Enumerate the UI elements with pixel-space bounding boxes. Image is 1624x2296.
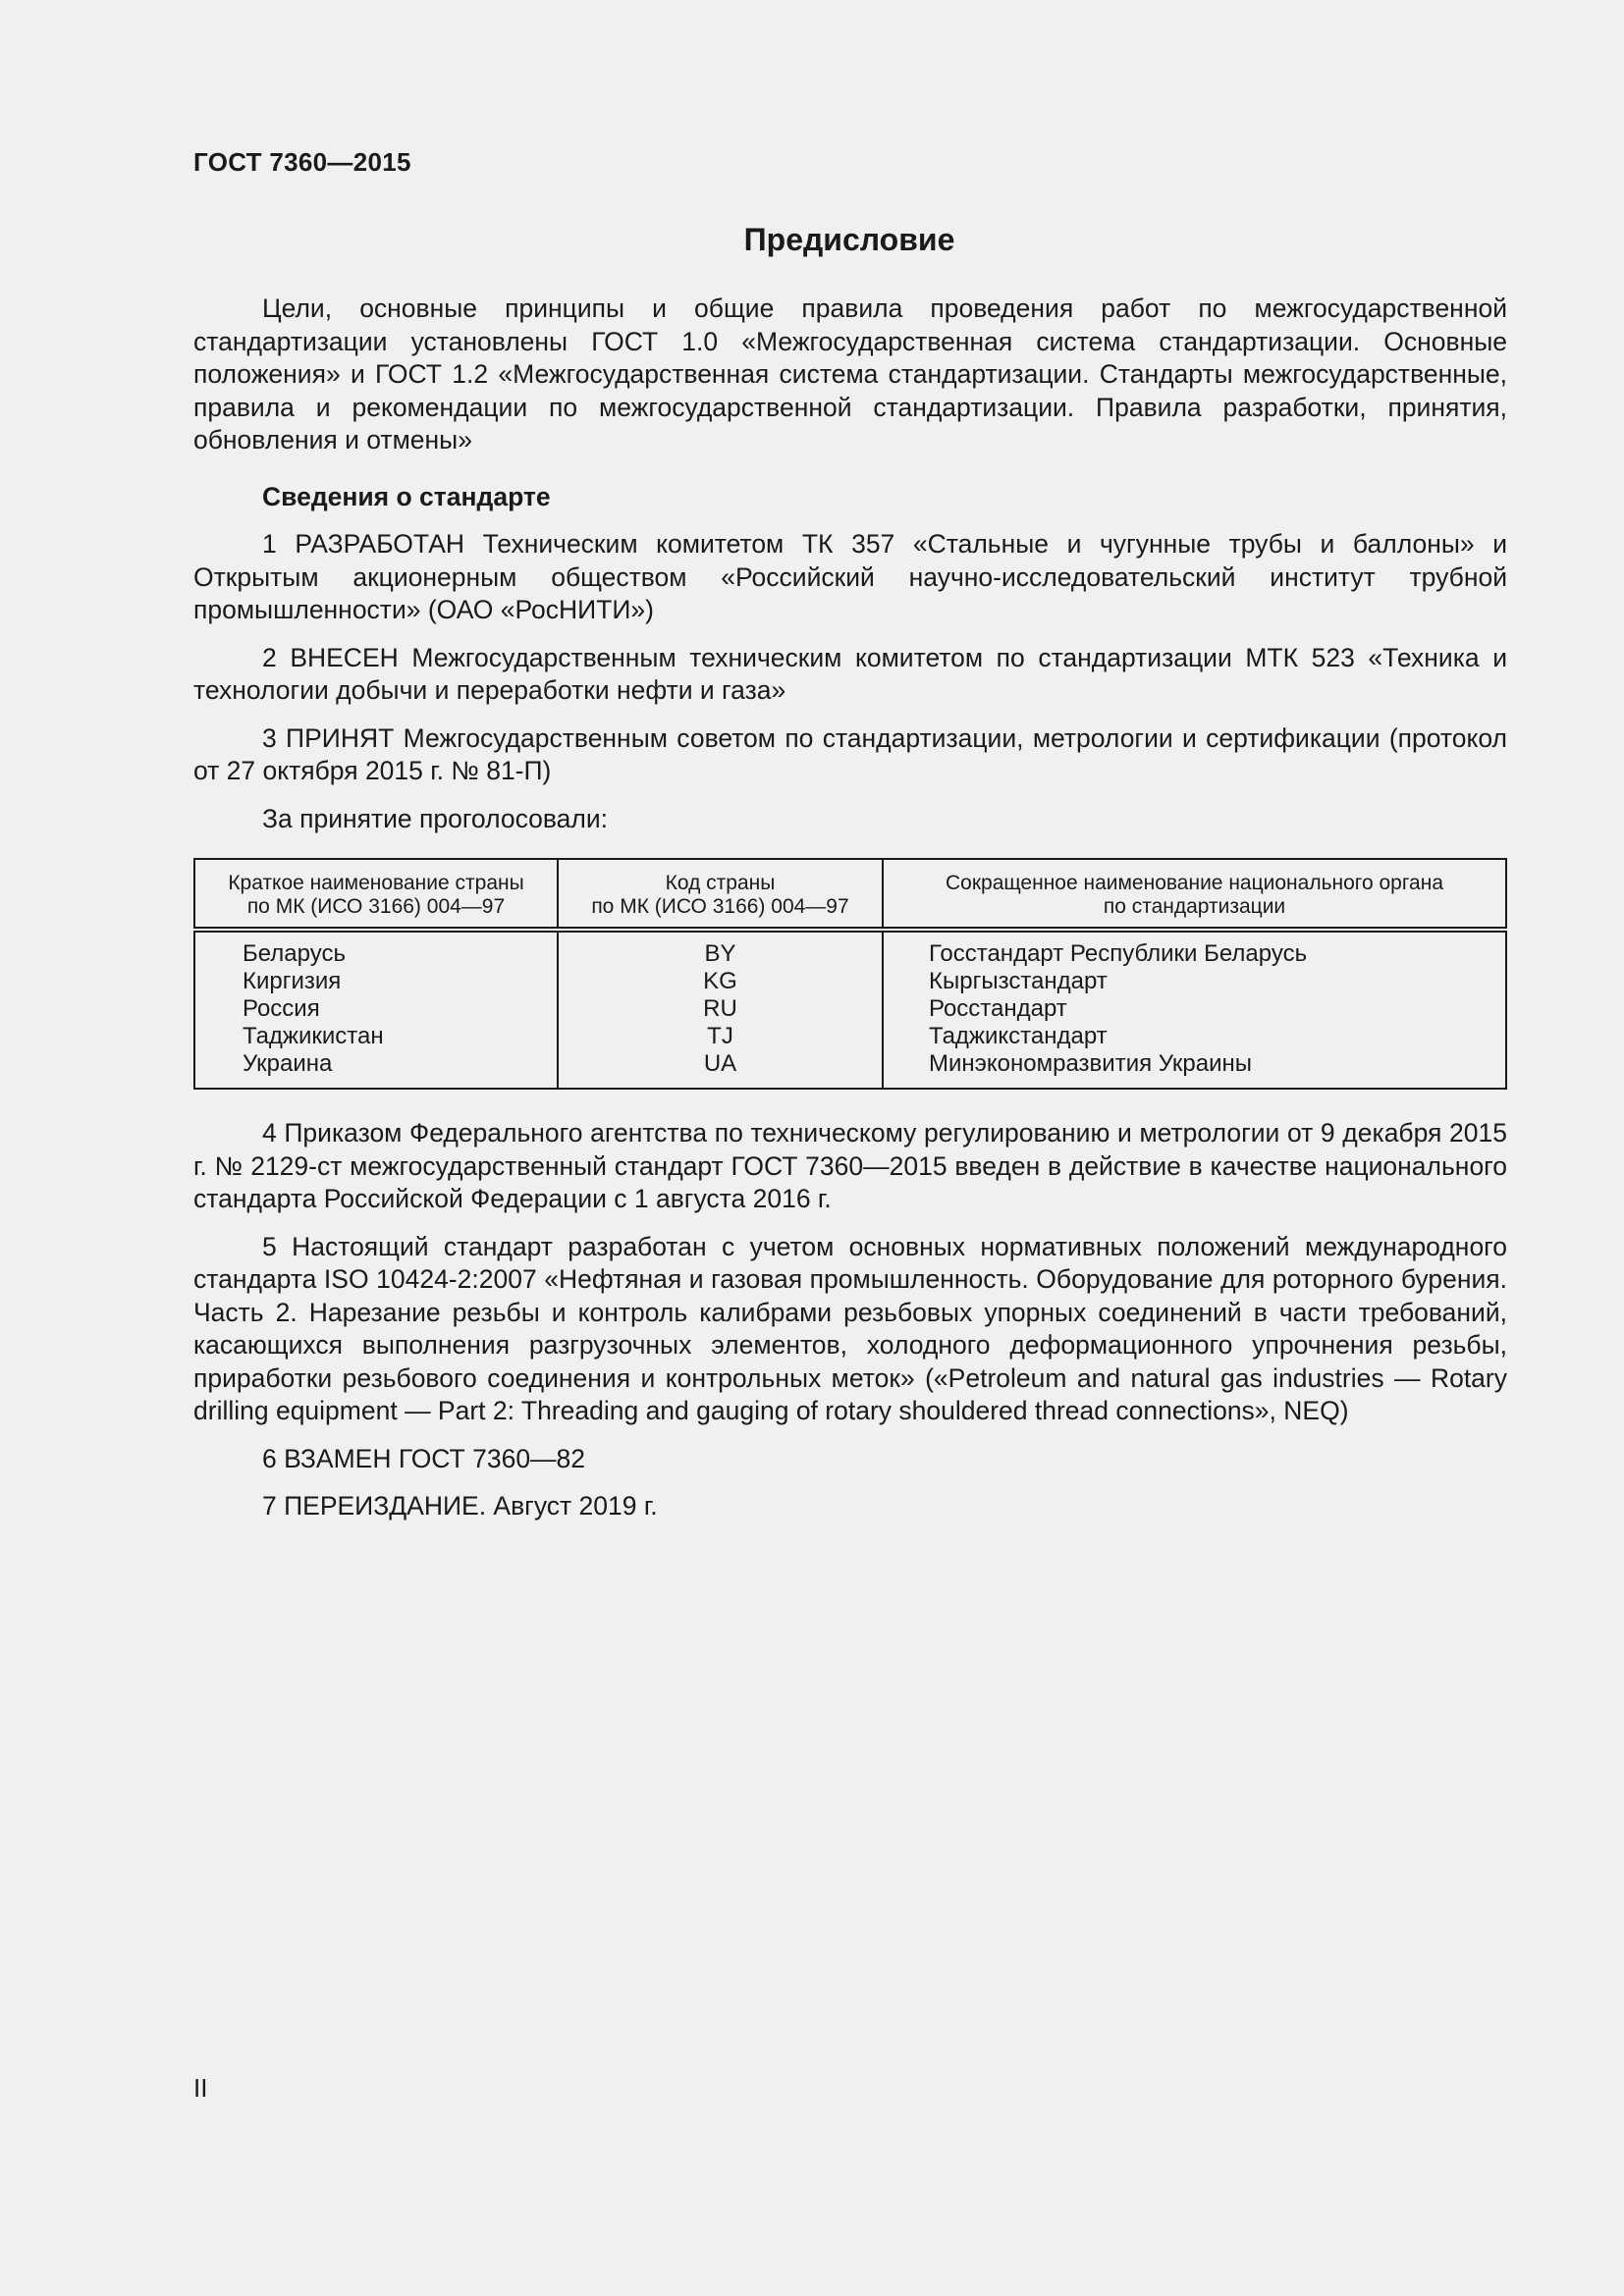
- document-code: ГОСТ 7360—2015: [193, 147, 411, 177]
- agency-column: [883, 930, 1506, 1089]
- item-4: 4 Приказом Федерального агентства по техническому регулированию и метрологии от 9 декабря 2015 г. № 2129-ст межгосударственный стандарт ГОСТ 7360—2015 введен в действие в качестве национального стандарта Российской Федерации с 1 августа 2016 г.: [193, 1118, 1507, 1213]
- column-header-code: [558, 859, 883, 930]
- country-code: UA: [703, 1050, 737, 1077]
- agency-name: Минэкономразвития Украины: [929, 1050, 1253, 1077]
- agency-name: Госстандарт Республики Беларусь: [929, 940, 1308, 967]
- country-name: Киргизия: [243, 968, 342, 994]
- item-6: 6 ВЗАМЕН ГОСТ 7360—82: [262, 1443, 586, 1473]
- column-header-agency: [883, 859, 1506, 930]
- agency-name: Кыргызстандарт: [929, 968, 1108, 994]
- header-country-line1: Краткое наименование страны: [228, 872, 524, 894]
- header-agency-line1: Сокращенное наименование национального органа: [945, 872, 1444, 894]
- page-number: II: [193, 2073, 208, 2103]
- item-1: 1 РАЗРАБОТАН Техническим комитетом ТК 357 «Стальные и чугунные трубы и баллоны» и Открытым акционерным обществом «Российский научно-исследовательский институт трубной промышленности» (ОАО «РосНИТИ»): [193, 529, 1507, 624]
- column-header-country: [194, 859, 558, 930]
- country-code: RU: [703, 995, 737, 1022]
- voting-countries-table: [193, 858, 1507, 1090]
- country-column: [194, 930, 558, 1089]
- intro-paragraph: Цели, основные принципы и общие правила проведения работ по межгосударственной стандартизации установлены ГОСТ 1.0 «Межгосударственная система стандартизации. Основные положения» и ГОСТ 1.2 «Межгосударственная система стандартизации. Стандарты межгосударственные, правила и рекомендации по межгосударственной стандартизации. Правила разработки, принятия, обновления и отмены»: [193, 294, 1507, 454]
- country-name: Украина: [243, 1050, 333, 1077]
- agency-name: Росстандарт: [929, 995, 1067, 1022]
- country-name: Россия: [243, 995, 320, 1022]
- country-code: TJ: [707, 1023, 733, 1049]
- code-column: [558, 930, 883, 1089]
- item-5: 5 Настоящий стандарт разработан с учетом основных нормативных положений международного стандарта ISO 10424-2:2007 «Нефтяная и газовая промышленность. Оборудование для роторного бурения. Часть 2. Нарезание резьбы и контроль калибрами резьбовых упорных соединений в части требований, касающихся выполнения разгрузочных элементов, холодного деформационного упрочнения резьбы, приработки резьбового соединения и контрольных меток» («Petroleum and natural gas industries — Rotary drilling equipment — Part 2: Threading and gauging of rotary shouldered thread connections», NEQ): [193, 1231, 1507, 1425]
- header-code-line2: по МК (ИСО 3166) 004—97: [591, 895, 849, 918]
- country-name: Таджикистан: [243, 1023, 384, 1049]
- voted-label: За принятие проголосовали:: [262, 803, 609, 833]
- country-code: BY: [704, 940, 736, 967]
- header-code-line1: Код страны: [665, 872, 776, 894]
- info-heading: Сведения о стандарте: [262, 481, 551, 511]
- country-name: Беларусь: [243, 940, 346, 967]
- document-body: [193, 293, 1507, 1523]
- item-3: 3 ПРИНЯТ Межгосударственным советом по стандартизации, метрологии и сертификации (протокол от 27 октября 2015 г. № 81-П): [193, 722, 1507, 785]
- item-7: 7 ПЕРЕИЗДАНИЕ. Август 2019 г.: [262, 1491, 658, 1521]
- item-2: 2 ВНЕСЕН Межгосударственным техническим комитетом по стандартизации МТК 523 «Техника и технологии добычи и переработки нефти и газа»: [193, 642, 1507, 705]
- agency-name: Таджикстандарт: [929, 1023, 1108, 1049]
- country-code: KG: [703, 968, 737, 994]
- header-agency-line2: по стандартизации: [1103, 895, 1286, 918]
- table-body-row: [194, 930, 1506, 1089]
- section-title: Предисловие: [743, 222, 955, 257]
- header-country-line2: по МК (ИСО 3166) 004—97: [246, 895, 506, 918]
